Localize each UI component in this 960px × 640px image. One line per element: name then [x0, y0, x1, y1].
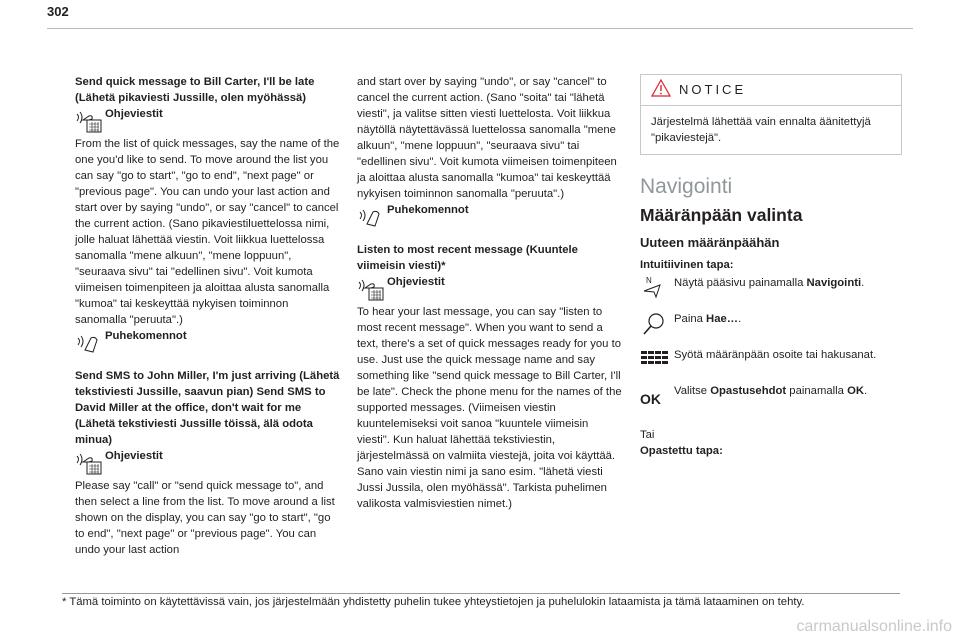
- step-keyboard: [640, 347, 902, 373]
- keyboard-grid-icon: [640, 347, 674, 373]
- notice-title: NOTICE: [679, 82, 747, 97]
- section-title: Listen to most recent message (Kuuntele viimeisin viesti)*: [357, 244, 578, 272]
- paragraph: To hear your last message, you can say "listen to most recent message". When you want to send a text, there's a set of quick messages ready for you to use. Just use the quick message name and say something like "send quick message to Bill Carter, I'll be late". Check the phone menu for the names of the supported messages. (Viimeisen viestin kuuntelemiseksi voit sanoa "kuuntele viimeisin viesti". Kun haluat lähettää tekstiviestin, järjestelmässä on valmiita viestejä, joita voi käyttää. Sano vain viestin nimi ja sano esim. "lähetä viesti Jussi Jussila, olen myöhässä". Tarkista puhelimen valikosta valmisviestien nimet.): [357, 306, 622, 510]
- chapter-heading: Navigointi: [640, 175, 733, 198]
- navigation-arrow-icon: [640, 275, 674, 301]
- footnote-divider: [62, 593, 900, 594]
- help-messages-row: [75, 106, 340, 136]
- section-title: Send quick message to Bill Carter, I'll be late (Lähetä pikaviesti Jussille, olen myöhässä): [75, 76, 315, 104]
- voice-commands-row: [357, 202, 622, 232]
- help-message-icon: [357, 274, 387, 304]
- notice-header: [641, 75, 901, 106]
- paragraph: Please say "call" or "send quick message to", and then select a line from the list. To move around a list shown on the display, you can say "go to start", "go to end", "next page" or "previous page". You can undo your last action: [75, 480, 335, 556]
- page-number: 302: [47, 4, 69, 19]
- watermark: carmanualsonline.info: [796, 618, 952, 635]
- column-3: [640, 74, 902, 459]
- notice-text: Järjestelmä lähettää vain ennalta äänitettyjä "pikaviestejä".: [651, 116, 871, 144]
- column-2: [357, 74, 622, 512]
- help-messages-row: [357, 274, 622, 304]
- step-navigation: [640, 275, 902, 301]
- subsection-heading: Uuteen määränpäähän: [640, 235, 780, 250]
- command-label: Ohjeviestit: [105, 450, 163, 462]
- command-label: Puhekomennot: [387, 204, 469, 216]
- command-label: Ohjeviestit: [105, 108, 163, 120]
- step-text: Valitse Opastusehdot painamalla OK.: [674, 385, 868, 397]
- or-text: Tai: [640, 429, 655, 441]
- notice-box: [640, 74, 902, 155]
- voice-command-icon: [357, 202, 387, 232]
- command-label: Ohjeviestit: [387, 276, 445, 288]
- top-divider: [47, 28, 913, 29]
- help-message-icon: [75, 448, 105, 478]
- method-label: Opastettu tapa:: [640, 445, 723, 457]
- voice-command-icon: [75, 328, 105, 358]
- column-1: [75, 74, 340, 558]
- section-heading: Määränpään valinta: [640, 205, 803, 225]
- warning-triangle-icon: [651, 79, 671, 102]
- svg-text:N: N: [646, 276, 652, 285]
- command-label: Puhekomennot: [105, 330, 187, 342]
- step-ok: [640, 383, 902, 417]
- ok-icon: OK: [640, 391, 661, 407]
- step-text: Näytä pääsivu painamalla Navigointi.: [674, 277, 865, 289]
- paragraph: From the list of quick messages, say the name of the one you'd like to send. To move around the list you can say "go to start", "go to end", "next page" or "previous page". You can undo your last action and start over by saying "undo", or say "cancel" to cancel the current action. (Sano pikaviestiluettelossa nimi, jolle haluat lähettää viestin. Voit liikkua luettelossa sanomalla "mene alkuun", "mene loppuun", "seuraava sivu" tai "edellinen sivu". Voit kumota viimeisen toimenpiteen ja aloittaa alusta sanomalla "kumoa" tai keskeyttää nykyisen toiminnon sanomalla "peruuta".): [75, 138, 340, 326]
- footnote: * Tämä toiminto on käytettävissä vain, jos järjestelmään yhdistetty puhelin tukee yhteystietojen ja puhelulokin lataamista ja tämä lataaminen on tehty.: [62, 596, 805, 608]
- help-messages-row: [75, 448, 340, 478]
- step-text: Paina Hae….: [674, 313, 742, 325]
- help-message-icon: [75, 106, 105, 136]
- step-text: Syötä määränpään osoite tai hakusanat.: [674, 349, 877, 361]
- step-search: [640, 311, 902, 337]
- section-title: Send SMS to John Miller, I'm just arriving (Lähetä tekstiviesti Jussille, saavun pian) Send SMS to David Miller at the office, don't wait for me (Lähetä tekstiviesti Jussille töissä, älä odota minua): [75, 370, 340, 446]
- method-label: Intuitiivinen tapa:: [640, 259, 734, 271]
- paragraph: and start over by saying "undo", or say "cancel" to cancel the current action. (Sano "soita" tai "lähetä viesti", ja valitse sitten viesti luettelosta. Voit liikkua näytöllä näytettävässä luettelossa sanomalla "mene alkuun", "mene loppuun", "seuraava sivu" tai "edellinen sivu". Voit kumota viimeisen toimenpiteen ja aloittaa alusta sanomalla "kumoa" tai keskeyttää nykyisen toiminnon sanomalla "peruuta".): [357, 76, 617, 200]
- voice-commands-row: [75, 328, 340, 358]
- search-magnifier-icon: [640, 311, 674, 337]
